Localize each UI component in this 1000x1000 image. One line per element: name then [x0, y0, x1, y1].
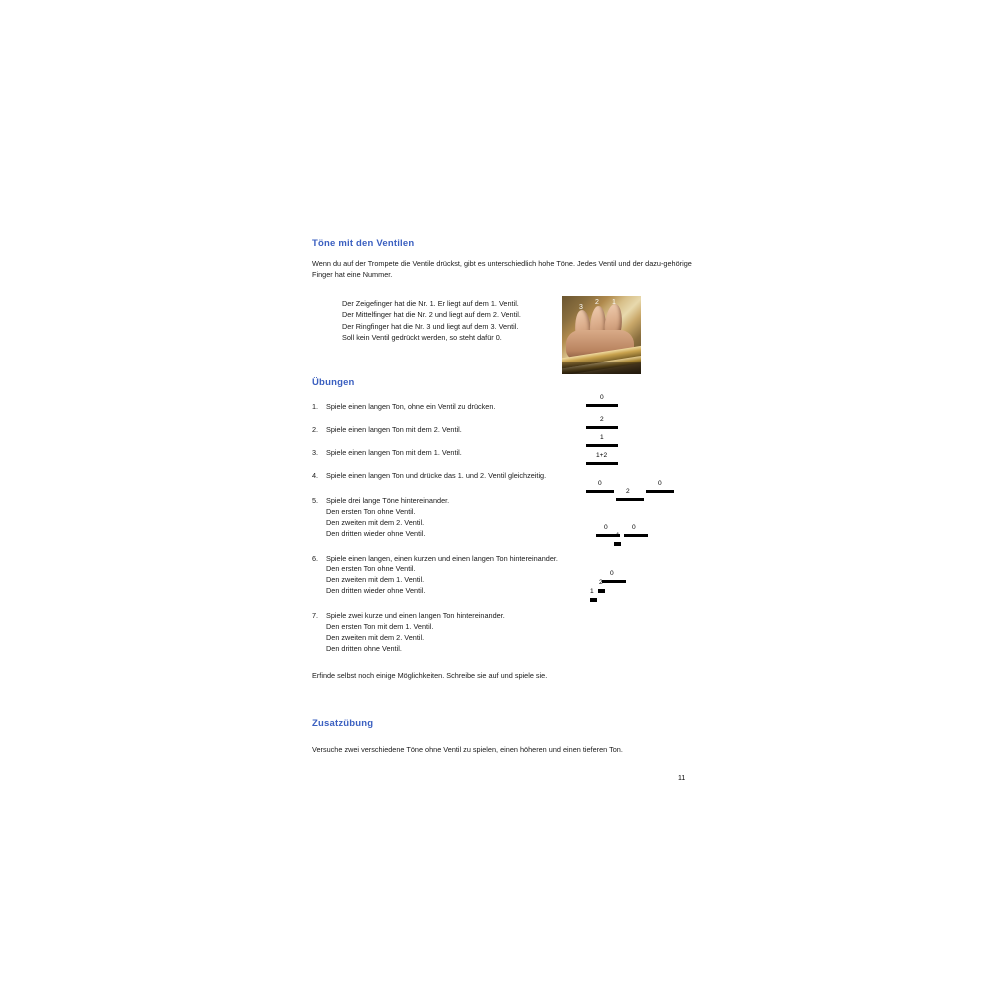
note-bar	[602, 580, 626, 583]
notation-figure-4	[586, 452, 646, 468]
exercise-line: Spiele einen langen Ton und drücke das 1. und 2. Ventil gleichzeitig.	[326, 470, 547, 480]
extra-text: Versuche zwei verschiedene Töne ohne Ventil zu spielen, einen höheren und einen tieferen Ton.	[312, 745, 623, 754]
exercise-line: Spiele zwei kurze und einen langen Ton hintereinander.	[326, 611, 505, 621]
note-bar	[646, 490, 674, 493]
finger-line: Der Zeigefinger hat die Nr. 1. Er liegt auf dem 1. Ventil.	[342, 299, 519, 309]
exercise-line: Spiele einen langen Ton mit dem 1. Ventil.	[326, 447, 462, 457]
exercise-line: Den zweiten mit dem 1. Ventil.	[326, 575, 425, 585]
note-bar	[586, 462, 618, 465]
notation-figure-3	[586, 434, 646, 450]
note-label: 1	[616, 532, 620, 539]
exercise-line: Den ersten Ton ohne Ventil.	[326, 506, 416, 516]
exercise-number: 5.	[312, 495, 319, 505]
exercise-line: Spiele drei lange Töne hintereinander.	[326, 495, 450, 505]
finger-line: Soll kein Ventil gedrückt werden, so steht dafür 0.	[342, 333, 502, 343]
section-extra	[312, 718, 702, 756]
notation-figure-5	[586, 480, 676, 500]
finger-line: Der Ringfinger hat die Nr. 3 und liegt auf dem 3. Ventil.	[342, 321, 519, 331]
note-label: 1	[590, 588, 594, 595]
section-heading-extra: Zusatzübung	[312, 718, 374, 729]
exercise-line: Den dritten wieder ohne Ventil.	[326, 586, 426, 596]
note-label: 2	[600, 416, 604, 423]
note-label: 2	[599, 579, 603, 586]
exercise-line: Spiele einen langen Ton, ohne ein Ventil zu drücken.	[326, 402, 496, 411]
exercise-line: Spiele einen langen, einen kurzen und einen langen Ton hintereinander.	[326, 553, 558, 563]
section-heading-exercises: Übungen	[312, 377, 355, 388]
note-bar	[586, 426, 618, 429]
exercise-line: Den ersten Ton mit dem 1. Ventil.	[326, 622, 434, 632]
note-bar	[598, 589, 605, 593]
photo-shadow	[562, 362, 641, 374]
closing-text: Erfinde selbst noch einige Möglichkeiten. Schreibe sie auf und spiele sie.	[312, 671, 548, 680]
notation-figure-1	[586, 394, 646, 410]
notation-figure-7	[590, 570, 650, 602]
exercise-line: Spiele einen langen Ton mit dem 2. Ventil.	[326, 424, 462, 434]
note-bar	[616, 498, 644, 501]
notation-figure-2	[586, 416, 646, 432]
notation-figure-6	[596, 524, 656, 544]
intro-paragraph: Wenn du auf der Trompete die Ventile drückst, gibt es unterschiedlich hohe Töne. Jedes Ventil und der dazu-gehörige Finger hat eine Nummer.	[312, 259, 692, 279]
note-label: 1	[600, 434, 604, 441]
note-bar	[586, 404, 618, 407]
note-bar	[586, 490, 614, 493]
exercise-number: 4.	[312, 470, 319, 480]
note-bar	[590, 598, 597, 602]
photo-label-3: 3	[579, 304, 583, 311]
exercise-line: Den ersten Ton ohne Ventil.	[326, 564, 416, 574]
note-bar	[624, 534, 648, 537]
exercise-number: 3.	[312, 447, 319, 457]
exercise-line: Den zweiten mit dem 2. Ventil.	[326, 517, 425, 527]
note-label: 0	[598, 480, 602, 487]
photo-label-1: 1	[612, 299, 616, 306]
exercise-number: 7.	[312, 611, 319, 621]
exercise-number: 2.	[312, 424, 319, 434]
finger-line: Der Mittelfinger hat die Nr. 2 und liegt auf dem 2. Ventil.	[342, 310, 521, 320]
exercise-number: 1.	[312, 402, 319, 411]
exercise-line: Den dritten ohne Ventil.	[326, 644, 402, 654]
note-label: 1+2	[596, 452, 608, 459]
finger-list	[342, 298, 702, 343]
section-tones	[312, 238, 702, 343]
note-label: 0	[632, 524, 636, 531]
exercise-line: Den zweiten mit dem 2. Ventil.	[326, 633, 425, 643]
note-label: 0	[610, 570, 614, 577]
photo-image	[562, 296, 641, 374]
list-item	[312, 611, 702, 655]
note-label: 2	[626, 488, 630, 495]
note-label: 0	[658, 480, 662, 487]
section-heading-tones: Töne mit den Ventilen	[312, 238, 415, 249]
trumpet-valves-photo	[562, 296, 641, 374]
note-label: 0	[600, 394, 604, 401]
exercise-number: 6.	[312, 553, 319, 563]
photo-label-2: 2	[595, 299, 599, 306]
page-number: 11	[678, 775, 686, 782]
note-bar	[614, 542, 621, 546]
note-bar	[586, 444, 618, 447]
note-label: 0	[604, 524, 608, 531]
exercise-line: Den dritten wieder ohne Ventil.	[326, 528, 426, 538]
